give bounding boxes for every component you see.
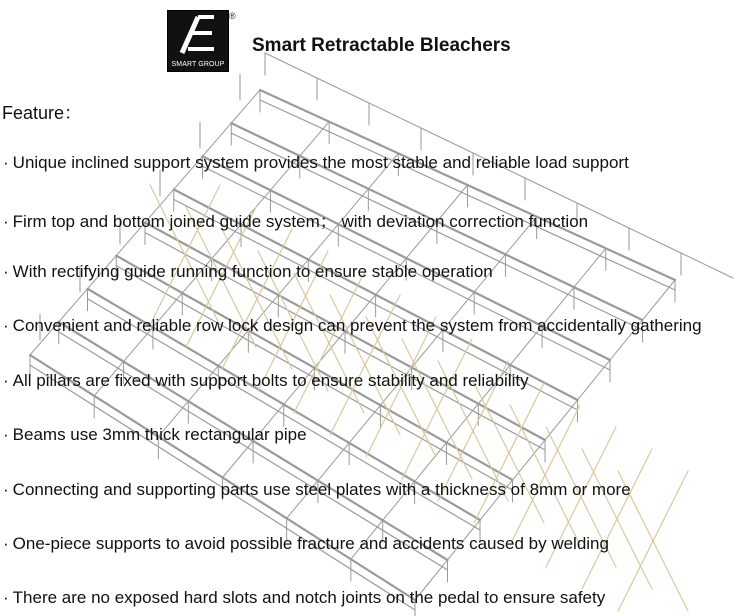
bullet: ·	[3, 212, 9, 231]
bullet: ·	[3, 153, 9, 172]
feature-text: One-piece supports to avoid possible fracture and accidents caused by welding	[12, 534, 609, 553]
feature-text: There are no exposed hard slots and notch joints on the pedal to ensure safety	[12, 588, 606, 607]
railing-top	[369, 103, 421, 128]
logo-mark-icon	[168, 11, 228, 61]
page-title: Smart Retractable Bleachers	[252, 35, 511, 56]
railing-top	[681, 253, 733, 278]
bullet: ·	[3, 588, 9, 607]
feature-item	[3, 262, 493, 282]
feature-item	[3, 207, 588, 232]
railing-top	[629, 228, 681, 253]
feature-text: Firm top and bottom joined guide system； with deviation correction function	[12, 212, 589, 231]
feature-text: All pillars are fixed with support bolts to ensure stability and reliability	[12, 371, 529, 390]
railing-top	[525, 178, 577, 203]
bullet: ·	[3, 262, 9, 281]
bullet: ·	[3, 425, 9, 444]
bullet: ·	[3, 534, 9, 553]
railing-top	[421, 128, 473, 153]
feature-text: With rectifying guide running function to ensure stable operation	[12, 262, 493, 281]
registered-mark: ®	[229, 11, 236, 21]
smart-group-logo	[167, 10, 229, 72]
feature-heading: Feature：	[2, 103, 83, 123]
bullet: ·	[3, 316, 9, 335]
bullet: ·	[3, 371, 9, 390]
feature-item	[3, 534, 609, 554]
feature-text: Beams use 3mm thick rectangular pipe	[12, 425, 307, 444]
feature-text: Convenient and reliable row lock design can prevent the system from accidentally gathering	[12, 316, 702, 335]
logo-brand-text: SMART GROUP	[171, 61, 225, 68]
feature-text: Connecting and supporting parts use steel plates with a thickness of 8mm or more	[12, 480, 631, 499]
feature-text: Unique inclined support system provides the most stable and reliable load support	[12, 153, 629, 172]
bullet: ·	[3, 480, 9, 499]
feature-item	[3, 480, 631, 500]
feature-item	[3, 153, 629, 173]
feature-item	[3, 371, 529, 391]
feature-item	[3, 316, 702, 336]
feature-item	[3, 588, 605, 608]
railing-top	[317, 78, 369, 103]
feature-item	[3, 425, 307, 445]
